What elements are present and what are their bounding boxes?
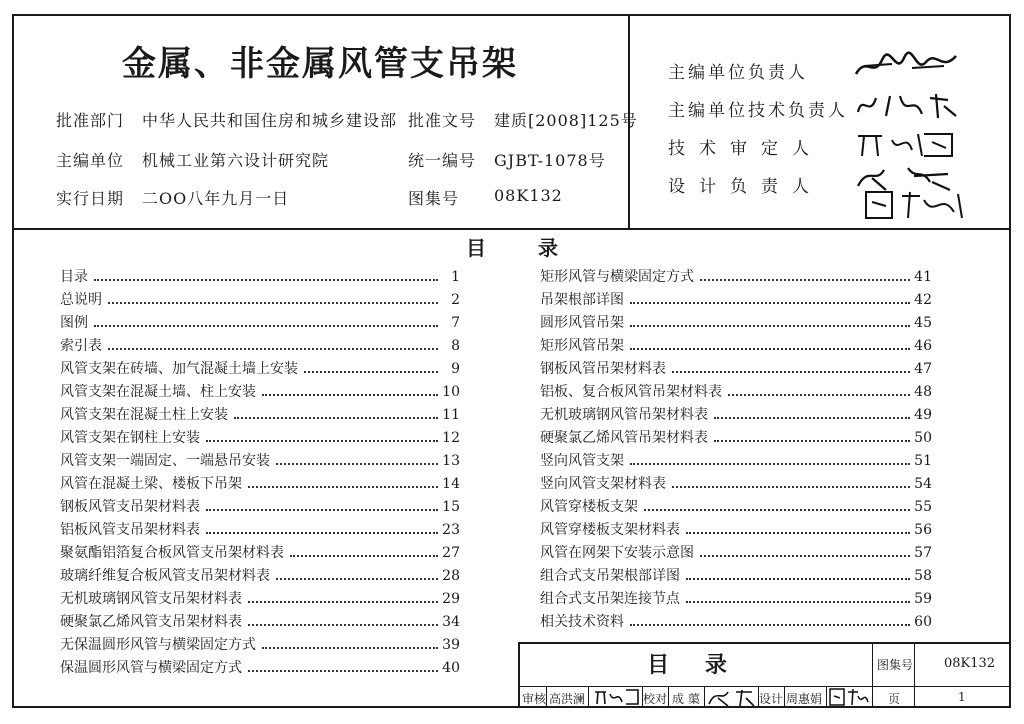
toc-item[interactable] xyxy=(60,542,460,562)
toc-item-label: 组合式支吊架根部详图 xyxy=(540,568,680,584)
toc-item-label: 风管穿楼板支架 xyxy=(540,499,638,515)
page-number: 1 xyxy=(958,690,966,704)
toc-item-page: 28 xyxy=(442,568,460,584)
toc-item-page: 11 xyxy=(442,407,460,423)
toc-item[interactable] xyxy=(540,473,932,493)
toc-item-label: 目录 xyxy=(60,269,88,285)
toc-item-page: 46 xyxy=(914,338,932,354)
toc-item[interactable] xyxy=(60,634,460,654)
toc-item-page: 50 xyxy=(914,430,932,446)
toc-item-page: 55 xyxy=(914,499,932,515)
toc-item-page: 57 xyxy=(914,545,932,561)
role-tech-head: 主编单位技术负责人 xyxy=(668,101,848,121)
toc-item-label: 相关技术资料 xyxy=(540,614,624,630)
toc-leader xyxy=(94,325,438,327)
toc-leader xyxy=(108,302,438,304)
design-label: 设计 xyxy=(759,692,784,706)
page-label: 页 xyxy=(888,692,901,706)
toc-item[interactable] xyxy=(540,588,932,608)
toc-item-page: 54 xyxy=(914,476,932,492)
toc-leader xyxy=(700,555,910,557)
toc-item[interactable] xyxy=(540,450,932,470)
toc-leader xyxy=(700,279,910,281)
toc-item-label: 无机玻璃钢风管吊架材料表 xyxy=(540,407,708,423)
toc-leader xyxy=(672,371,910,373)
toc-item[interactable] xyxy=(60,335,460,355)
review-signature xyxy=(592,686,640,708)
toc-item-page: 7 xyxy=(451,315,460,331)
title-block-divider xyxy=(588,686,589,708)
toc-item[interactable] xyxy=(60,358,460,378)
toc-item-page: 10 xyxy=(442,384,460,400)
title-block-top-border xyxy=(518,642,1011,644)
toc-item-label: 硬聚氯乙烯风管支吊架材料表 xyxy=(60,614,242,630)
toc-item[interactable] xyxy=(60,588,460,608)
effective-date-label: 实行日期 xyxy=(56,189,125,208)
toc-item[interactable] xyxy=(60,450,460,470)
unified-no-label: 统一编号 xyxy=(408,151,477,170)
title-block-sheet-title: 目 录 xyxy=(647,653,741,678)
toc-item[interactable] xyxy=(60,312,460,332)
editor-value: 机械工业第六设计研究院 xyxy=(142,151,330,170)
title-block-divider xyxy=(872,642,873,708)
title-block-divider xyxy=(704,686,705,708)
toc-leader xyxy=(276,463,438,465)
toc-leader xyxy=(290,555,438,557)
toc-item-page: 14 xyxy=(442,476,460,492)
title-block-atlas-no: 08K132 xyxy=(944,656,996,671)
toc-item-label: 保温圆形风管与横梁固定方式 xyxy=(60,660,242,676)
toc-item-page: 56 xyxy=(914,522,932,538)
toc-item-page: 2 xyxy=(451,292,460,308)
role-tech-reviewer: 技术审定人 xyxy=(668,139,823,159)
review-name: 高洪澜 xyxy=(549,692,586,706)
toc-item[interactable] xyxy=(60,565,460,585)
approval-doc-label: 批准文号 xyxy=(408,111,477,130)
toc-item-page: 59 xyxy=(914,591,932,607)
toc-item[interactable] xyxy=(60,473,460,493)
toc-item-label: 风管支架在砖墙、加气混凝土墙上安装 xyxy=(60,361,298,377)
toc-leader xyxy=(630,624,910,626)
toc-item-page: 58 xyxy=(914,568,932,584)
toc-item-label: 风管支架在混凝土墙、柱上安装 xyxy=(60,384,256,400)
toc-item-page: 23 xyxy=(442,522,460,538)
toc-item-label: 无保温圆形风管与横梁固定方式 xyxy=(60,637,256,653)
toc-item[interactable] xyxy=(540,358,932,378)
signature-image xyxy=(852,126,962,160)
toc-item-label: 铝板风管支吊架材料表 xyxy=(60,522,200,538)
toc-item-page: 29 xyxy=(442,591,460,607)
toc-leader xyxy=(630,302,910,304)
toc-item[interactable] xyxy=(540,427,932,447)
approval-dept-value: 中华人民共和国住房和城乡建设部 xyxy=(142,111,398,130)
editor-label: 主编单位 xyxy=(56,151,125,170)
toc-leader xyxy=(206,532,438,534)
toc-item-page: 27 xyxy=(442,545,460,561)
toc-leader xyxy=(248,486,438,488)
toc-heading-right: 录 xyxy=(538,236,558,260)
toc-item-page: 41 xyxy=(914,269,932,285)
toc-item-label: 钢板风管吊架材料表 xyxy=(540,361,666,377)
signature-image xyxy=(852,88,962,122)
toc-item[interactable] xyxy=(60,611,460,631)
toc-leader xyxy=(262,394,438,396)
check-signature xyxy=(706,686,756,708)
toc-item-page: 1 xyxy=(451,269,460,285)
toc-item[interactable] xyxy=(60,404,460,424)
toc-item[interactable] xyxy=(60,266,460,286)
toc-item-label: 无机玻璃钢风管支吊架材料表 xyxy=(60,591,242,607)
toc-leader xyxy=(248,601,438,603)
header-divider xyxy=(12,228,1011,230)
toc-item[interactable] xyxy=(540,381,932,401)
toc-item-label: 风管支架在混凝土柱上安装 xyxy=(60,407,228,423)
title-block-divider xyxy=(784,686,785,708)
check-name: 成 蕖 xyxy=(672,692,700,706)
toc-leader xyxy=(644,509,910,511)
toc-leader xyxy=(714,440,910,442)
toc-item[interactable] xyxy=(60,657,460,677)
toc-leader xyxy=(714,417,910,419)
atlas-no-value: 08K132 xyxy=(494,186,563,205)
toc-item-label: 钢板风管支吊架材料表 xyxy=(60,499,200,515)
toc-item-label: 聚氨酯铝箔复合板风管支吊架材料表 xyxy=(60,545,284,561)
toc-item-label: 铝板、复合板风管吊架材料表 xyxy=(540,384,722,400)
toc-item-page: 49 xyxy=(914,407,932,423)
toc-item[interactable] xyxy=(60,289,460,309)
toc-item-page: 12 xyxy=(442,430,460,446)
toc-item-label: 风管在混凝土梁、楼板下吊架 xyxy=(60,476,242,492)
title-block-divider xyxy=(914,642,915,708)
approval-doc-value: 建质[2008]125号 xyxy=(494,111,638,130)
toc-item[interactable] xyxy=(540,565,932,585)
toc-item-label: 吊架根部详图 xyxy=(540,292,624,308)
toc-item[interactable] xyxy=(540,404,932,424)
page-title: 金属、非金属风管支吊架 xyxy=(122,44,518,84)
toc-item[interactable] xyxy=(540,335,932,355)
design-signature xyxy=(828,686,870,708)
title-block-atlas-label: 图集号 xyxy=(877,658,914,672)
toc-item-label: 风管穿楼板支架材料表 xyxy=(540,522,680,538)
toc-item[interactable] xyxy=(540,266,932,286)
toc-heading xyxy=(0,232,1024,261)
toc-item-label: 硬聚氯乙烯风管吊架材料表 xyxy=(540,430,708,446)
toc-item-label: 索引表 xyxy=(60,338,102,354)
toc-leader xyxy=(108,348,438,350)
role-editor-head: 主编单位负责人 xyxy=(668,63,808,83)
toc-leader xyxy=(276,578,438,580)
toc-item[interactable] xyxy=(540,611,932,631)
approval-dept-label: 批准部门 xyxy=(56,111,125,130)
toc-leader xyxy=(206,440,438,442)
toc-item-page: 48 xyxy=(914,384,932,400)
toc-leader xyxy=(630,463,910,465)
toc-item[interactable] xyxy=(540,496,932,516)
toc-item[interactable] xyxy=(540,519,932,539)
toc-item-page: 15 xyxy=(442,499,460,515)
toc-item[interactable] xyxy=(60,381,460,401)
role-design-head: 设计负责人 xyxy=(668,177,823,197)
toc-leader xyxy=(686,578,910,580)
toc-item-page: 47 xyxy=(914,361,932,377)
atlas-no-label: 图集号 xyxy=(408,189,460,208)
title-block-divider xyxy=(546,686,547,708)
unified-no-value: GJBT-1078号 xyxy=(494,151,606,170)
toc-leader xyxy=(94,279,438,281)
toc-leader xyxy=(686,532,910,534)
toc-item-label: 圆形风管吊架 xyxy=(540,315,624,331)
toc-leader xyxy=(206,509,438,511)
title-block-divider xyxy=(668,686,669,708)
toc-item-page: 9 xyxy=(451,361,460,377)
toc-leader xyxy=(630,348,910,350)
toc-item[interactable] xyxy=(60,519,460,539)
toc-item-label: 风管支架在钢柱上安装 xyxy=(60,430,200,446)
toc-item-label: 矩形风管与横梁固定方式 xyxy=(540,269,694,285)
toc-item[interactable] xyxy=(540,289,932,309)
toc-item-page: 40 xyxy=(442,660,460,676)
toc-item-page: 13 xyxy=(442,453,460,469)
toc-item-label: 图例 xyxy=(60,315,88,331)
design-name: 周惠娟 xyxy=(786,692,823,706)
toc-item-label: 竖向风管支架材料表 xyxy=(540,476,666,492)
toc-item-page: 42 xyxy=(914,292,932,308)
toc-leader xyxy=(672,486,910,488)
effective-date-value: 二OO八年九月一日 xyxy=(142,189,290,208)
toc-item-page: 34 xyxy=(442,614,460,630)
toc-item-page: 8 xyxy=(451,338,460,354)
toc-leader xyxy=(248,624,438,626)
toc-item[interactable] xyxy=(540,312,932,332)
toc-item-label: 风管在网架下安装示意图 xyxy=(540,545,694,561)
toc-item-page: 39 xyxy=(442,637,460,653)
toc-item[interactable] xyxy=(60,427,460,447)
toc-heading-left: 目 xyxy=(466,236,486,260)
toc-item-label: 矩形风管吊架 xyxy=(540,338,624,354)
toc-item-page: 45 xyxy=(914,315,932,331)
toc-leader xyxy=(248,670,438,672)
check-label: 校对 xyxy=(643,692,668,706)
signature-image xyxy=(862,188,972,222)
toc-leader xyxy=(630,325,910,327)
toc-item-label: 总说明 xyxy=(60,292,102,308)
toc-leader xyxy=(728,394,910,396)
toc-item[interactable] xyxy=(540,542,932,562)
toc-item-label: 竖向风管支架 xyxy=(540,453,624,469)
toc-item-label: 风管支架一端固定、一端悬吊安装 xyxy=(60,453,270,469)
toc-item-page: 60 xyxy=(914,614,932,630)
signature-image xyxy=(852,48,962,82)
toc-item-label: 组合式支吊架连接节点 xyxy=(540,591,680,607)
toc-item[interactable] xyxy=(60,496,460,516)
toc-leader xyxy=(686,601,910,603)
toc-item-label: 玻璃纤维复合板风管支吊架材料表 xyxy=(60,568,270,584)
toc-item-page: 51 xyxy=(914,453,932,469)
review-label: 审核 xyxy=(522,692,547,706)
toc-leader xyxy=(304,371,438,373)
toc-leader xyxy=(262,647,438,649)
toc-leader xyxy=(234,417,438,419)
title-block-divider xyxy=(826,686,827,708)
